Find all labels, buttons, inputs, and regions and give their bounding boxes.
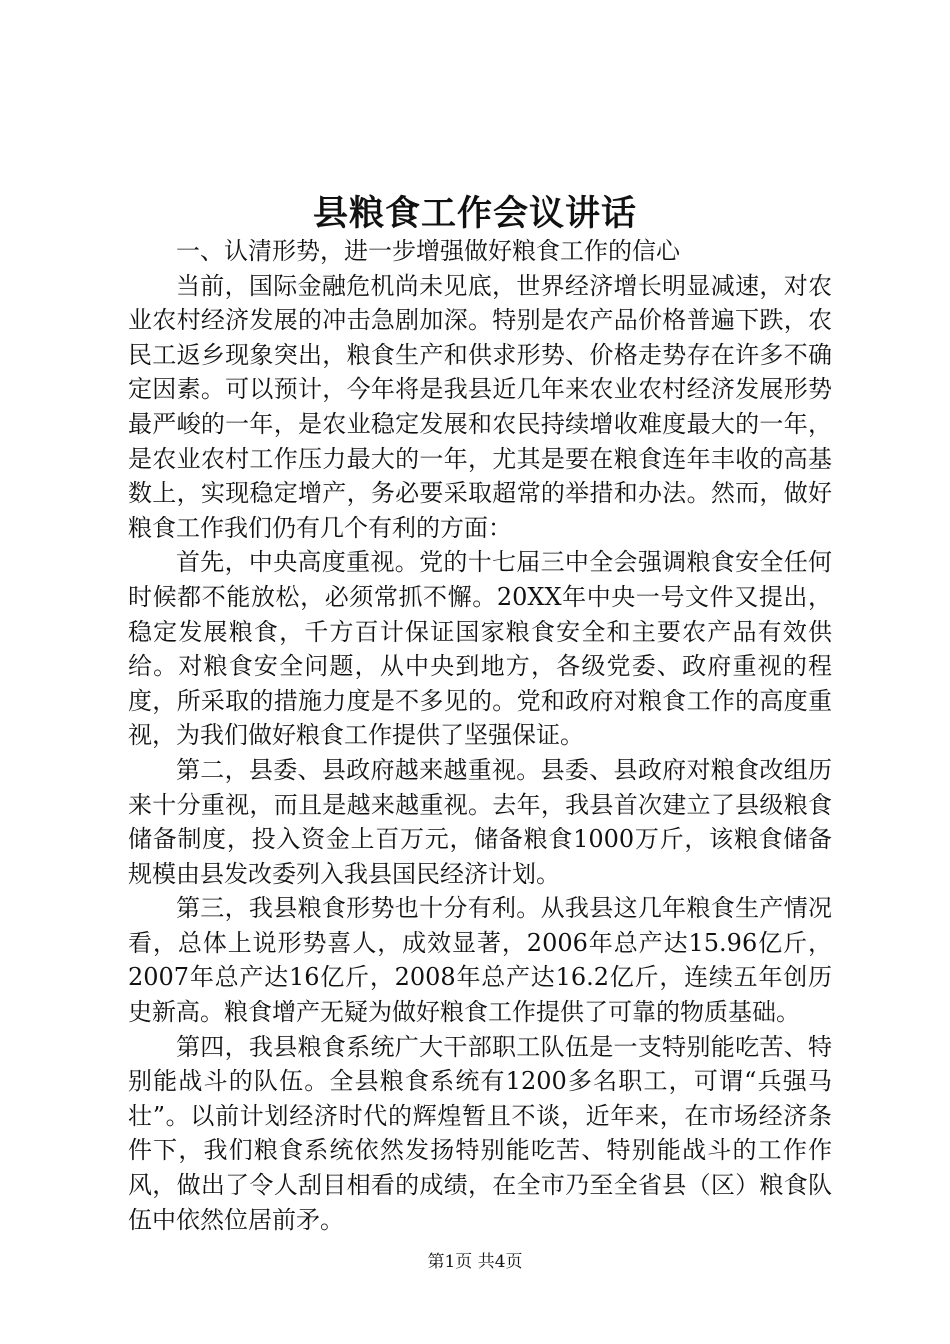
document-body [128,234,832,1237]
paragraph: 当前，国际金融危机尚未见底，世界经济增长明显减速，对农业农村经济发展的冲击急剧加深。特别是农产品价格普遍下跌，农民工返乡现象突出，粮食生产和供求形势、价格走势存在许多不确定因素。可以预计，今年将是我县近几年来农业农村经济发展形势最严峻的一年，是农业稳定发展和农民持续增收难度最大的一年，是农业农村工作压力最大的一年，尤其是要在粮食连年丰收的高基数上，实现稳定增产，务必要采取超常的举措和办法。然而，做好粮食工作我们仍有几个有利的方面： [128,271,832,542]
document-title: 县粮食工作会议讲话 [312,193,637,234]
section-heading: 一、认清形势，进一步增强做好粮食工作的信心 [176,237,680,265]
paragraph: 首先，中央高度重视。党的十七届三中全会强调粮食安全任何时候都不能放松，必须常抓不懈。20XX年中央一号文件又提出，稳定发展粮食，千方百计保证国家粮食安全和主要农产品有效供给。对粮食安全问题，从中央到地方，各级党委、政府重视的程度，所采取的措施力度是不多见的。党和政府对粮食工作的高度重视，为我们做好粮食工作提供了坚强保证。 [128,548,832,750]
page-number-footer: 第1页 共4页 [427,1252,523,1272]
paragraph: 第四，我县粮食系统广大干部职工队伍是一支特别能吃苦、特别能战斗的队伍。全县粮食系统有1200多名职工，可谓“兵强马壮”。以前计划经济时代的辉煌暂且不谈，近年来，在市场经济条件下，我们粮食系统依然发扬特别能吃苦、特别能战斗的工作作风，做出了令人刮目相看的成绩，在全市乃至全省县（区）粮食队伍中依然位居前矛。 [128,1032,832,1234]
paragraph: 第三，我县粮食形势也十分有利。从我县这几年粮食生产情况看，总体上说形势喜人，成效显著，2006年总产达15.96亿斤，2007年总产达16亿斤，2008年总产达16.2亿斤，连续五年创历史新高。粮食增产无疑为做好粮食工作提供了可靠的物质基础。 [128,894,832,1027]
paragraph: 第二，县委、县政府越来越重视。县委、县政府对粮食改组历来十分重视，而且是越来越重视。去年，我县首次建立了县级粮食储备制度，投入资金上百万元，储备粮食1000万斤，该粮食储备规模由县发改委列入我县国民经济计划。 [128,755,832,888]
